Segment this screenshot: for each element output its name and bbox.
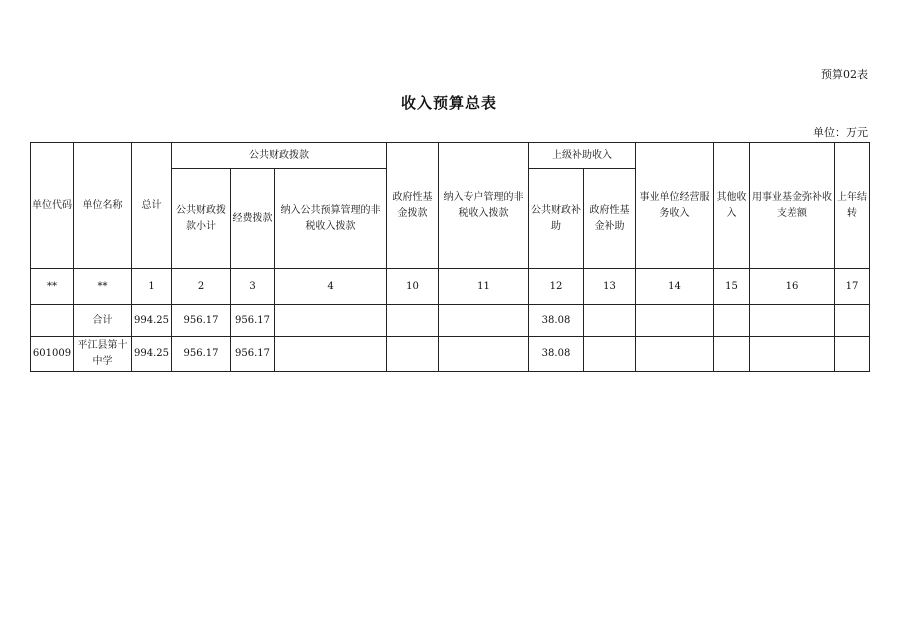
index-cell: 17 xyxy=(835,269,870,305)
header-gov-fund-subsidy: 政府性基金补助 xyxy=(584,169,636,269)
index-cell: 12 xyxy=(529,269,584,305)
header-special-non-tax: 纳入专户管理的非税收入拨款 xyxy=(439,143,529,269)
cell-public-finance-subtotal: 956.17 xyxy=(172,337,231,372)
cell-non-tax-allocation xyxy=(275,305,387,337)
header-fund-offset: 用事业基金弥补收支差额 xyxy=(750,143,835,269)
page-title: 收入预算总表 xyxy=(400,94,497,112)
cell-gov-fund-subsidy xyxy=(584,305,636,337)
cell-public-finance-subsidy: 38.08 xyxy=(529,305,584,337)
index-cell: 13 xyxy=(584,269,636,305)
cell-non-tax-allocation xyxy=(275,337,387,372)
cell-unit-name: 合计 xyxy=(74,305,132,337)
header-row-1 xyxy=(31,143,870,169)
cell-special-non-tax xyxy=(439,305,529,337)
header-upper-subsidy: 上级补助收入 xyxy=(529,143,636,169)
cell-public-finance-subtotal: 956.17 xyxy=(172,305,231,337)
index-cell: ** xyxy=(74,269,132,305)
index-cell: 14 xyxy=(636,269,714,305)
header-unit-code: 单位代码 xyxy=(31,143,74,269)
budget-table xyxy=(30,142,870,372)
cell-funding-allocation: 956.17 xyxy=(231,337,275,372)
cell-business-income xyxy=(636,337,714,372)
index-cell: 10 xyxy=(387,269,439,305)
header-non-tax-allocation: 纳入公共预算管理的非税收入拨款 xyxy=(275,169,387,269)
header-business-income: 事业单位经营服务收入 xyxy=(636,143,714,269)
cell-carry-over xyxy=(835,305,870,337)
index-cell: 4 xyxy=(275,269,387,305)
cell-unit-name: 平江县第十中学 xyxy=(74,337,132,372)
unit-label: 单位：万元 xyxy=(813,126,868,139)
cell-gov-fund-subsidy xyxy=(584,337,636,372)
cell-gov-fund-allocation xyxy=(387,305,439,337)
cell-gov-fund-allocation xyxy=(387,337,439,372)
cell-business-income xyxy=(636,305,714,337)
cell-other-income xyxy=(714,305,750,337)
index-cell: ** xyxy=(31,269,74,305)
header-public-finance: 公共财政拨款 xyxy=(172,143,387,169)
table-row xyxy=(31,305,870,337)
table-row xyxy=(31,337,870,372)
cell-fund-offset xyxy=(750,305,835,337)
index-cell: 2 xyxy=(172,269,231,305)
header-public-finance-subsidy: 公共财政补助 xyxy=(529,169,584,269)
cell-total: 994.25 xyxy=(132,337,172,372)
index-cell: 11 xyxy=(439,269,529,305)
cell-carry-over xyxy=(835,337,870,372)
index-row xyxy=(31,269,870,305)
cell-fund-offset xyxy=(750,337,835,372)
header-funding-allocation: 经费拨款 xyxy=(231,169,275,269)
cell-total: 994.25 xyxy=(132,305,172,337)
header-total: 总计 xyxy=(132,143,172,269)
header-gov-fund-allocation: 政府性基金拨款 xyxy=(387,143,439,269)
cell-funding-allocation: 956.17 xyxy=(231,305,275,337)
form-number: 预算02表 xyxy=(821,68,868,81)
index-cell: 1 xyxy=(132,269,172,305)
cell-special-non-tax xyxy=(439,337,529,372)
cell-public-finance-subsidy: 38.08 xyxy=(529,337,584,372)
cell-unit-code: 601009 xyxy=(31,337,74,372)
header-carry-over: 上年结转 xyxy=(835,143,870,269)
index-cell: 15 xyxy=(714,269,750,305)
index-cell: 16 xyxy=(750,269,835,305)
cell-unit-code xyxy=(31,305,74,337)
header-public-finance-subtotal: 公共财政拨款小计 xyxy=(172,169,231,269)
cell-other-income xyxy=(714,337,750,372)
header-other-income: 其他收入 xyxy=(714,143,750,269)
index-cell: 3 xyxy=(231,269,275,305)
header-unit-name: 单位名称 xyxy=(74,143,132,269)
